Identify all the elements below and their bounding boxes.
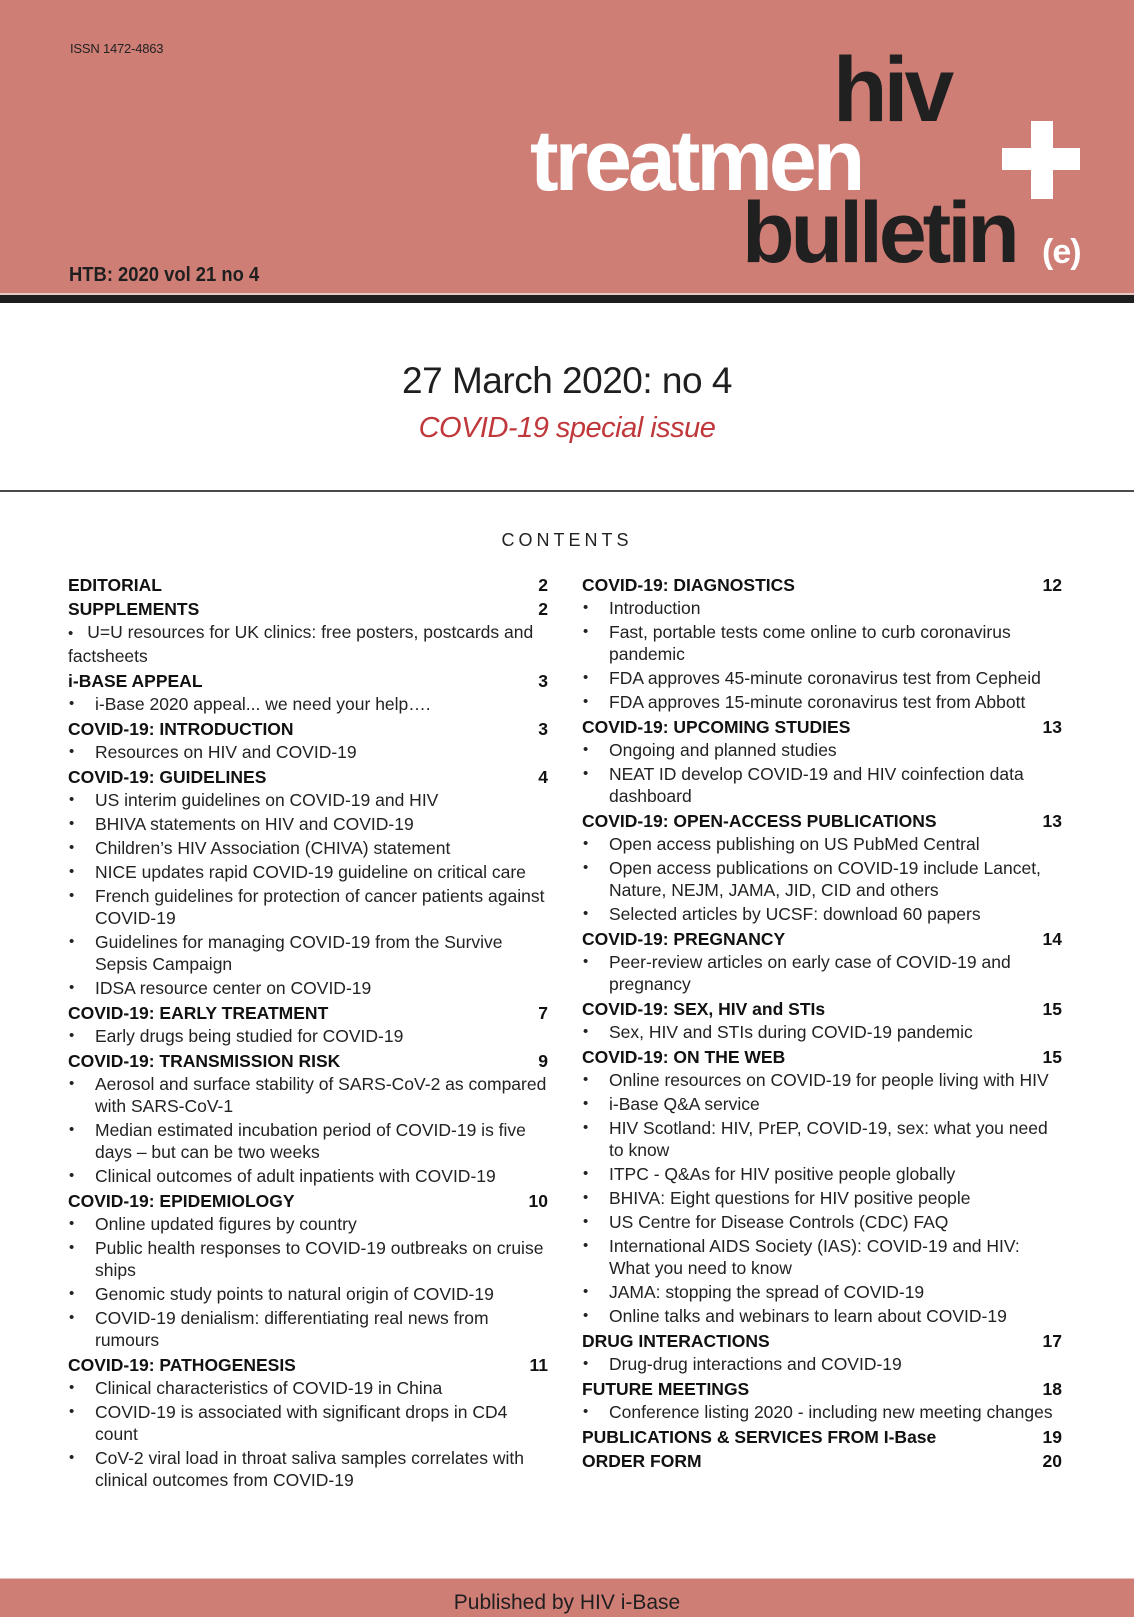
toc-item[interactable] — [68, 885, 548, 929]
bullet-icon: • — [69, 1403, 75, 1420]
toc-page-number: 9 — [538, 1051, 548, 1071]
bullet-icon: • — [583, 905, 589, 922]
toc-item[interactable] — [582, 1187, 1062, 1209]
toc-section-title: COVID-19: DIAGNOSTICS — [582, 575, 795, 595]
bullet-icon: • — [583, 693, 589, 710]
logo-word-bulletin: bulletin — [742, 185, 1016, 281]
toc-section-title: COVID-19: PATHOGENESIS — [68, 1355, 296, 1375]
toc-item-label: BHIVA statements on HIV and COVID-19 — [95, 814, 414, 834]
toc-section — [68, 1189, 548, 1351]
toc-page-number: 20 — [1042, 1451, 1062, 1471]
toc-section — [68, 573, 548, 597]
toc-item-label: Ongoing and planned studies — [609, 740, 837, 760]
toc-item[interactable] — [68, 813, 548, 835]
issue-subtitle: COVID-19 special issue — [418, 412, 716, 444]
toc-section — [582, 927, 1062, 995]
toc-item-label: Online talks and webinars to learn about COVID-19 — [609, 1306, 1007, 1326]
toc-item-label: US interim guidelines on COVID-19 and HIV — [95, 790, 439, 810]
toc-item-label: Clinical characteristics of COVID-19 in China — [95, 1378, 443, 1398]
toc-item-label: Conference listing 2020 - including new meeting changes — [609, 1402, 1053, 1422]
toc-item[interactable] — [582, 1281, 1062, 1303]
bullet-icon: • — [583, 623, 589, 640]
toc-item-label: CoV-2 viral load in throat saliva samples correlates with clinical outcomes from COVID-19 — [95, 1448, 524, 1490]
publisher-credit: Published by HIV i-Base — [453, 1591, 681, 1614]
toc-item-list — [68, 741, 548, 763]
toc-item-label: FDA approves 15-minute coronavirus test from Abbott — [609, 692, 1026, 712]
toc-section-heading[interactable] — [68, 573, 548, 597]
toc-item-label: COVID-19 is associated with significant drops in CD4 count — [95, 1402, 508, 1444]
toc-item[interactable] — [68, 1237, 548, 1281]
toc-page-number: 12 — [1042, 575, 1062, 595]
toc-item[interactable] — [582, 903, 1062, 925]
toc-item[interactable] — [68, 741, 548, 763]
bullet-icon: • — [69, 979, 75, 996]
toc-item[interactable] — [582, 857, 1062, 901]
toc-page-number: 4 — [538, 767, 548, 787]
toc-section-heading[interactable] — [68, 1189, 548, 1213]
toc-section — [68, 1049, 548, 1187]
toc-page-number: 17 — [1042, 1331, 1062, 1351]
bullet-icon: • — [583, 1189, 589, 1206]
bullet-icon: • — [69, 863, 75, 880]
toc-item[interactable] — [582, 1401, 1062, 1423]
toc-item-list — [582, 833, 1062, 925]
toc-section-heading[interactable] — [68, 669, 548, 693]
toc-section — [582, 1425, 1062, 1449]
toc-page-number: 18 — [1042, 1379, 1062, 1399]
toc-section-heading[interactable] — [582, 1329, 1062, 1353]
toc-item-label: Online resources on COVID-19 for people living with HIV — [609, 1070, 1049, 1090]
toc-item[interactable] — [582, 1117, 1062, 1161]
bullet-icon: • — [69, 839, 75, 856]
toc-section-heading[interactable] — [68, 765, 548, 789]
toc-section-heading[interactable] — [68, 1049, 548, 1073]
bullet-icon: • — [583, 1023, 589, 1040]
toc-item-label: HIV Scotland: HIV, PrEP, COVID-19, sex: what you need to know — [609, 1118, 1048, 1160]
toc-section-title: COVID-19: EPIDEMIOLOGY — [68, 1191, 295, 1211]
toc-item-label: Introduction — [609, 598, 701, 618]
bullet-icon: • — [583, 1213, 589, 1230]
toc-item[interactable] — [582, 1353, 1062, 1375]
bullet-icon: • — [69, 1379, 75, 1396]
toc-item-list — [68, 1377, 548, 1491]
bullet-icon: • — [583, 1095, 589, 1112]
toc-item-label: Peer-review articles on early case of COVID-19 and pregnancy — [609, 952, 1011, 994]
toc-page-number: 2 — [538, 599, 548, 619]
bullet-icon: • — [583, 741, 589, 758]
toc-item-list — [582, 1069, 1062, 1327]
logo-word-treatment: treatmen — [530, 113, 862, 209]
toc-item[interactable] — [582, 1163, 1062, 1185]
toc-item[interactable] — [582, 597, 1062, 619]
section-divider — [0, 490, 1134, 492]
toc-item-label: U=U resources for UK clinics: free posters, postcards and factsheets — [68, 622, 534, 666]
toc-item-label: NICE updates rapid COVID-19 guideline on critical care — [95, 862, 526, 882]
bullet-icon: • — [583, 599, 589, 616]
toc-section-heading[interactable] — [582, 1045, 1062, 1069]
volume-reference: HTB: 2020 vol 21 no 4 — [69, 264, 260, 286]
contents-column-right — [582, 573, 1062, 1473]
bullet-icon: • — [583, 1307, 589, 1324]
toc-item[interactable] — [68, 1377, 548, 1399]
bullet-icon: • — [69, 791, 75, 808]
toc-section — [582, 1329, 1062, 1375]
bullet-icon: • — [583, 1403, 589, 1420]
toc-item-label: Median estimated incubation period of COVID-19 is five days – but can be two weeks — [95, 1120, 526, 1162]
toc-item[interactable] — [582, 1069, 1062, 1091]
toc-section-heading[interactable] — [582, 927, 1062, 951]
toc-item[interactable] — [68, 789, 548, 811]
toc-item-label: i-Base Q&A service — [609, 1094, 760, 1114]
toc-item-label: Children’s HIV Association (CHIVA) statement — [95, 838, 451, 858]
toc-section — [582, 715, 1062, 807]
toc-item[interactable] — [68, 1307, 548, 1351]
toc-item-label: JAMA: stopping the spread of COVID-19 — [609, 1282, 925, 1302]
toc-item[interactable] — [68, 977, 548, 999]
toc-section — [582, 997, 1062, 1043]
toc-item[interactable] — [68, 1401, 548, 1445]
toc-page-number: 19 — [1042, 1427, 1062, 1447]
bullet-icon: • — [68, 625, 74, 642]
toc-page-number: 13 — [1042, 717, 1062, 737]
toc-section-heading[interactable] — [68, 1001, 548, 1025]
toc-section-title: FUTURE MEETINGS — [582, 1379, 750, 1399]
toc-item[interactable] — [582, 1305, 1062, 1327]
bullet-icon: • — [583, 1119, 589, 1136]
toc-item-label: Early drugs being studied for COVID-19 — [95, 1026, 404, 1046]
toc-section-heading[interactable] — [582, 1449, 1062, 1473]
bullet-icon: • — [69, 1449, 75, 1466]
toc-page-number: 3 — [538, 719, 548, 739]
toc-item[interactable] — [68, 1165, 548, 1187]
toc-item[interactable] — [582, 951, 1062, 995]
toc-item[interactable] — [68, 861, 548, 883]
bullet-icon: • — [69, 1027, 75, 1044]
toc-section-heading[interactable] — [582, 715, 1062, 739]
masthead-divider — [0, 295, 1134, 303]
bullet-icon: • — [69, 695, 75, 712]
toc-item-label: Open access publications on COVID-19 include Lancet, Nature, NEJM, JAMA, JID, CID and others — [609, 858, 1041, 900]
toc-page-number: 11 — [529, 1355, 548, 1375]
toc-item-label: Drug-drug interactions and COVID-19 — [609, 1354, 902, 1374]
toc-item[interactable] — [582, 1211, 1062, 1233]
toc-item-list — [68, 789, 548, 999]
toc-section-title: COVID-19: UPCOMING STUDIES — [582, 717, 851, 737]
toc-item-label: Public health responses to COVID-19 outbreaks on cruise ships — [95, 1238, 544, 1280]
toc-item-label: IDSA resource center on COVID-19 — [95, 978, 372, 998]
logo-word-hiv: hiv — [833, 39, 951, 141]
bullet-icon: • — [583, 1071, 589, 1088]
toc-section-title: COVID-19: ON THE WEB — [582, 1047, 786, 1067]
masthead — [0, 0, 1134, 293]
toc-section — [68, 717, 548, 763]
toc-section-title: PUBLICATIONS & SERVICES FROM I-Base — [582, 1427, 937, 1447]
bullet-icon: • — [69, 1215, 75, 1232]
toc-item-label: US Centre for Disease Controls (CDC) FAQ — [609, 1212, 949, 1232]
toc-section-title: COVID-19: OPEN-ACCESS PUBLICATIONS — [582, 811, 937, 831]
toc-item-label: ITPC - Q&As for HIV positive people globally — [609, 1164, 956, 1184]
contents-column-left — [68, 573, 548, 1493]
toc-item[interactable] — [68, 1213, 548, 1235]
bullet-icon: • — [69, 1167, 75, 1184]
bullet-icon: • — [69, 1121, 75, 1138]
toc-page-number: 15 — [1042, 999, 1062, 1019]
logo-suffix-e: (e) — [1042, 233, 1081, 271]
toc-item-list — [68, 693, 548, 715]
toc-section-title: i-BASE APPEAL — [68, 671, 203, 691]
toc-section-title: COVID-19: TRANSMISSION RISK — [68, 1051, 341, 1071]
bullet-icon: • — [69, 1285, 75, 1302]
toc-page-number: 10 — [528, 1191, 548, 1211]
footer-band — [0, 1578, 1134, 1617]
toc-item-label: Resources on HIV and COVID-19 — [95, 742, 357, 762]
toc-item-label: Online updated figures by country — [95, 1214, 357, 1234]
toc-item[interactable] — [68, 621, 548, 667]
toc-section-heading[interactable] — [68, 597, 548, 621]
toc-item-list — [582, 1021, 1062, 1043]
toc-page-number: 15 — [1042, 1047, 1062, 1067]
toc-item-label: i-Base 2020 appeal... we need your help…. — [95, 694, 431, 714]
bullet-icon: • — [583, 765, 589, 782]
toc-item[interactable] — [582, 1021, 1062, 1043]
toc-item-list — [68, 621, 548, 667]
toc-section-title: SUPPLEMENTS — [68, 599, 200, 619]
toc-item[interactable] — [68, 1447, 548, 1491]
toc-section — [582, 1045, 1062, 1327]
toc-section — [582, 1377, 1062, 1423]
bullet-icon: • — [583, 1355, 589, 1372]
contents-heading: CONTENTS — [501, 530, 633, 550]
toc-page-number: 2 — [538, 575, 548, 595]
bullet-icon: • — [69, 887, 75, 904]
toc-item-list — [68, 1213, 548, 1351]
toc-section — [68, 1001, 548, 1047]
toc-item-label: BHIVA: Eight questions for HIV positive people — [609, 1188, 971, 1208]
toc-section — [582, 1449, 1062, 1473]
toc-item-list — [68, 1025, 548, 1047]
bullet-icon: • — [583, 1165, 589, 1182]
toc-section-title: EDITORIAL — [68, 575, 162, 595]
bullet-icon: • — [69, 1239, 75, 1256]
toc-item[interactable] — [582, 739, 1062, 761]
toc-item[interactable] — [582, 763, 1062, 807]
toc-section-title: ORDER FORM — [582, 1451, 702, 1471]
toc-item[interactable] — [68, 1283, 548, 1305]
bullet-icon: • — [583, 669, 589, 686]
toc-page-number: 14 — [1042, 929, 1062, 949]
toc-page-number: 13 — [1042, 811, 1062, 831]
bullet-icon: • — [583, 859, 589, 876]
toc-item-label: COVID-19 denialism: differentiating real news from rumours — [95, 1308, 489, 1350]
issue-date: 27 March 2020: no 4 — [402, 360, 732, 401]
toc-item-label: Selected articles by UCSF: download 60 papers — [609, 904, 981, 924]
bullet-icon: • — [583, 1237, 589, 1254]
toc-section-title: COVID-19: PREGNANCY — [582, 929, 786, 949]
bullet-icon: • — [69, 1075, 75, 1092]
toc-item-label: Clinical outcomes of adult inpatients with COVID-19 — [95, 1166, 496, 1186]
bullet-icon: • — [69, 815, 75, 832]
toc-item[interactable] — [582, 833, 1062, 855]
toc-item-label: Genomic study points to natural origin of COVID-19 — [95, 1284, 494, 1304]
toc-item-list — [582, 951, 1062, 995]
toc-section-title: COVID-19: INTRODUCTION — [68, 719, 294, 739]
bullet-icon: • — [583, 835, 589, 852]
toc-item[interactable] — [68, 1073, 548, 1117]
toc-item-list — [68, 1073, 548, 1187]
toc-section-heading[interactable] — [582, 997, 1062, 1021]
bullet-icon: • — [69, 933, 75, 950]
toc-section-heading[interactable] — [68, 717, 548, 741]
toc-section-heading[interactable] — [582, 573, 1062, 597]
toc-section — [68, 597, 548, 667]
toc-item-list — [582, 739, 1062, 807]
bullet-icon: • — [583, 1283, 589, 1300]
toc-item[interactable] — [68, 1025, 548, 1047]
toc-section — [582, 809, 1062, 925]
bullet-icon: • — [583, 953, 589, 970]
toc-item[interactable] — [68, 1119, 548, 1163]
toc-item[interactable] — [68, 837, 548, 859]
toc-item[interactable] — [582, 667, 1062, 689]
toc-section-title: COVID-19: GUIDELINES — [68, 767, 267, 787]
toc-item[interactable] — [582, 1093, 1062, 1115]
toc-section — [68, 669, 548, 715]
toc-item-label: Guidelines for managing COVID-19 from the Survive Sepsis Campaign — [95, 932, 503, 974]
toc-item[interactable] — [68, 693, 548, 715]
toc-item-label: Aerosol and surface stability of SARS-CoV-2 as compared with SARS-CoV-1 — [95, 1074, 547, 1116]
toc-item-list — [582, 597, 1062, 713]
toc-item-label: Sex, HIV and STIs during COVID-19 pandemic — [609, 1022, 973, 1042]
toc-section — [68, 1353, 548, 1491]
toc-section-title: COVID-19: EARLY TREATMENT — [68, 1003, 329, 1023]
toc-page-number: 7 — [538, 1003, 548, 1023]
toc-item[interactable] — [582, 691, 1062, 713]
toc-section-heading[interactable] — [68, 1353, 548, 1377]
bullet-icon: • — [69, 1309, 75, 1326]
toc-item[interactable] — [582, 1235, 1062, 1279]
toc-section-title: DRUG INTERACTIONS — [582, 1331, 770, 1351]
toc-item-label: International AIDS Society (IAS): COVID-19 and HIV: What you need to know — [609, 1236, 1020, 1278]
toc-section-title: COVID-19: SEX, HIV and STIs — [582, 999, 826, 1019]
toc-section — [68, 765, 548, 999]
toc-item-label: FDA approves 45-minute coronavirus test from Cepheid — [609, 668, 1041, 688]
toc-item-list — [582, 1401, 1062, 1423]
bullet-icon: • — [69, 743, 75, 760]
toc-item-label: NEAT ID develop COVID-19 and HIV coinfection data dashboard — [609, 764, 1024, 806]
toc-item[interactable] — [582, 621, 1062, 665]
toc-item[interactable] — [68, 931, 548, 975]
issn-label: ISSN 1472-4863 — [70, 41, 164, 56]
toc-item-label: French guidelines for protection of cancer patients against COVID-19 — [95, 886, 545, 928]
toc-section-heading[interactable] — [582, 1425, 1062, 1449]
toc-section-heading[interactable] — [582, 809, 1062, 833]
toc-item-list — [582, 1353, 1062, 1375]
toc-section — [582, 573, 1062, 713]
toc-page-number: 3 — [538, 671, 548, 691]
toc-item-label: Fast, portable tests come online to curb coronavirus pandemic — [609, 622, 1011, 664]
toc-item-label: Open access publishing on US PubMed Central — [609, 834, 980, 854]
toc-section-heading[interactable] — [582, 1377, 1062, 1401]
